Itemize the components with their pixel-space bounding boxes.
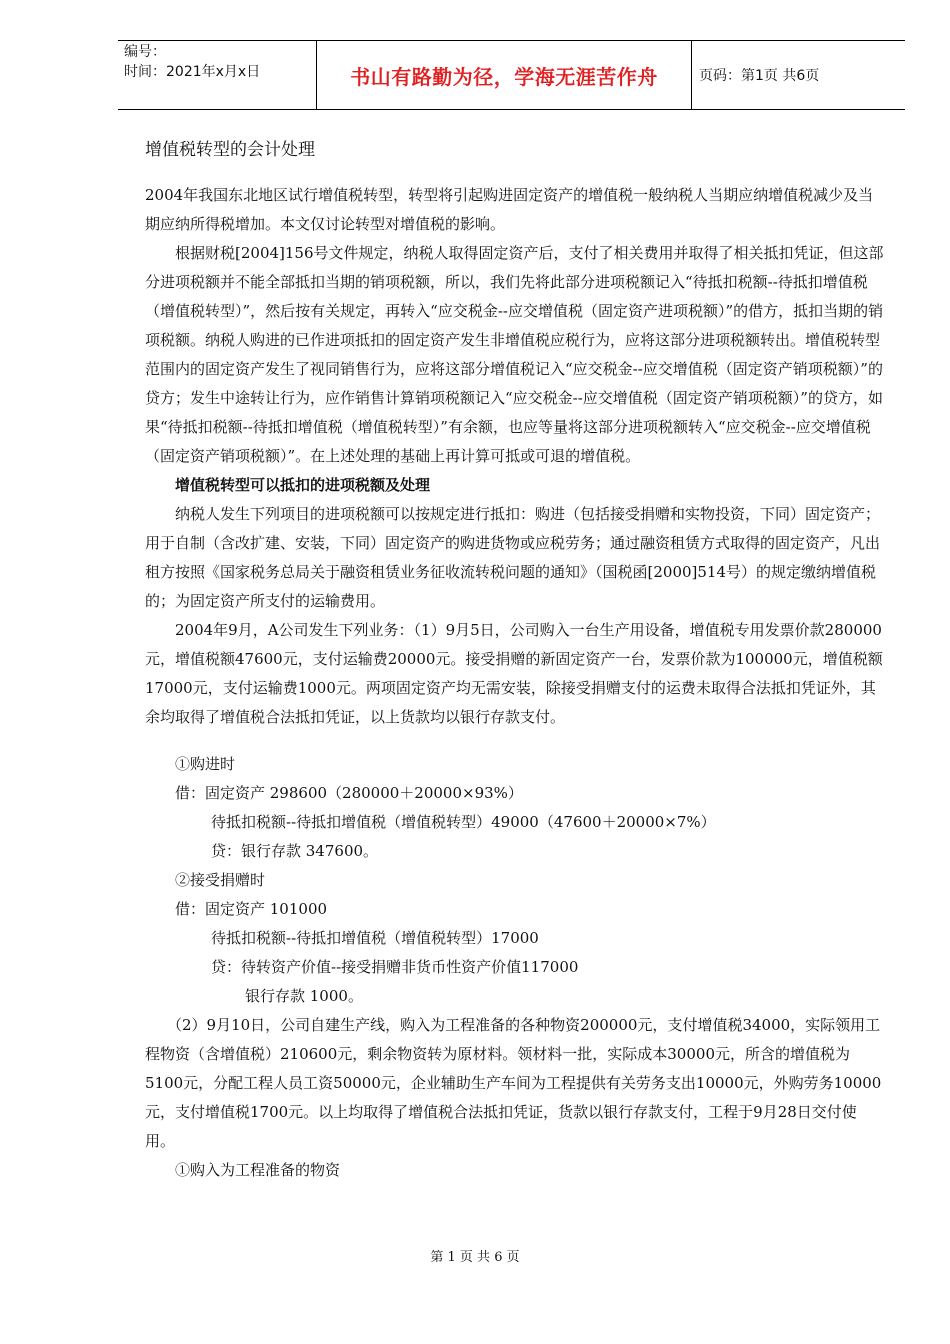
entry-materials-heading: ①购入为工程准备的物资	[175, 1161, 341, 1179]
entry-donation-heading: ②接受捐赠时	[175, 871, 266, 889]
header-table	[118, 40, 905, 110]
header-motto: 书山有路勤为径，学海无涯苦作舟	[350, 64, 658, 89]
entry-donation-debit-2: 待抵扣税额--待抵扣增值税（增值税转型）17000	[211, 929, 539, 947]
section-heading: 增值税转型可以抵扣的进项税额及处理	[175, 476, 431, 494]
entry-donation-credit-1: 贷：待转资产价值--接受捐赠非货币性资产价值117000	[211, 958, 579, 976]
paragraph-regulation: 根据财税[2004]156号文件规定，纳税人取得固定资产后，支付了相关费用并取得了相关抵扣凭证，但这部分进项税额并不能全部抵扣当期的销项税额，所以，我们先将此部分进项税额记入“待抵扣税额--待抵扣增值税（增值税转型）”，然后按有关规定，再转入“应交税金--应交增值税（固定资产进项税额）”的借方，抵扣当期的销项税额。纳税人购进的已作进项抵扣的固定资产发生非增值税应税行为，应将这部分进项税额转出。增值税转型范围内的固定资产发生了视同销售行为，应将这部分增值税记入“应交税金--应交增值税（固定资产销项税额）”的贷方；发生中途转让行为，应作销售计算销项税额记入“应交税金--应交增值税（固定资产销项税额）”的贷方，如果“待抵扣税额--待抵扣增值税（增值税转型）”有余额，也应等量将这部分进项税额转入“应交税金--应交增值税（固定资产销项税额）”。在上述处理的基础上再计算可抵或可退的增值税。	[145, 244, 884, 465]
header-page-cell	[691, 41, 905, 109]
entry-purchase-credit: 贷：银行存款 347600。	[211, 842, 379, 860]
paragraph-example: 2004年9月，A公司发生下列业务：（1）9月5日，公司购入一台生产用设备，增值税专用发票价款280000元，增值税额47600元，支付运输费20000元。接受捐赠的新固定资产一台，发票价款为100000元，增值税额17000元，支付运输费1000元。两项固定资产均无需安装，除接受捐赠支付的运费未取得合法抵扣凭证外，其余均取得了增值税合法抵扣凭证，以上货款均以银行存款支付。	[145, 621, 883, 726]
entry-donation-credit-2: 银行存款 1000。	[245, 987, 363, 1005]
entry-donation-debit-1: 借：固定资产 101000	[175, 900, 328, 918]
doc-number-label: 编号：	[124, 44, 166, 60]
paragraph-construction: （2）9月10日，公司自建生产线，购入为工程准备的各种物资200000元，支付增值税34000，实际领用工程物资（含增值税）210600元，剩余物资转为原材料。领材料一批，实际成本30000元，所含的增值税为5100元，分配工程人员工资50000元，企业辅助生产车间为工程提供有关劳务支出10000元，外购劳务10000元，支付增值税1700元。以上均取得了增值税合法抵扣凭证，货款以银行存款支付，工程于9月28日交付使用。	[145, 1016, 882, 1150]
entry-purchase-debit-2: 待抵扣税额--待抵扣增值税（增值税转型）49000（47600＋20000×7%）	[211, 813, 716, 831]
spacer	[145, 732, 885, 750]
paragraph-deductible-items: 纳税人发生下列项目的进项税额可以按规定进行抵扣：购进（包括接受捐赠和实物投资，下同）固定资产；用于自制（含改扩建、安装，下同）固定资产的购进货物或应税劳务；通过融资租赁方式取得的固定资产，凡出租方按照《国家税务总局关于融资租赁业务征收流转税问题的通知》（国税函[2000]514号）的规定缴纳增值税的；为固定资产所支付的运输费用。	[145, 505, 881, 610]
entry-purchase-heading: ①购进时	[175, 755, 236, 773]
doc-time-label: 时间：2021年x月x日	[124, 64, 261, 80]
page-footer: 第 1 页 共 6 页	[430, 1250, 520, 1265]
header-motto-cell	[316, 41, 692, 109]
paragraph-intro: 2004年我国东北地区试行增值税转型，转型将引起购进固定资产的增值税一般纳税人当期应纳增值税减少及当期应纳所得税增加。本文仅讨论转型对增值税的影响。	[145, 186, 874, 233]
header-meta-cell	[118, 41, 316, 109]
document-title: 增值税转型的会计处理	[145, 140, 315, 160]
header-page-info: 页码：第1页 共6页	[699, 68, 820, 84]
entry-purchase-debit-1: 借：固定资产 298600（280000＋20000×93%）	[175, 784, 523, 802]
document-body	[145, 136, 885, 1185]
